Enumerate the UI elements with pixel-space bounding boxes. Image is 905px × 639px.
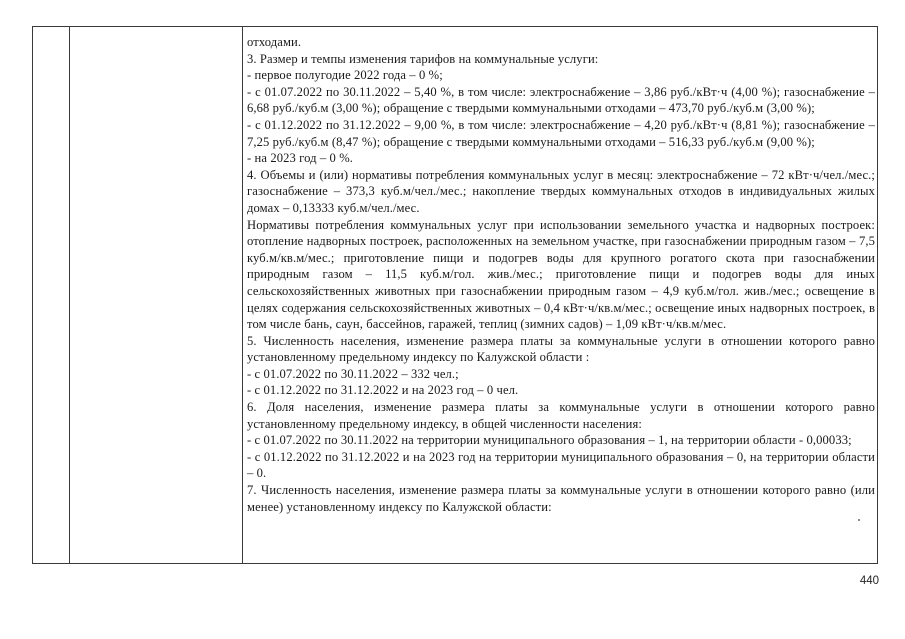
paragraph: 4. Объемы и (или) нормативы потребления коммунальных услуг в месяц: электроснабжение – 72 кВт·ч/чел./мес.; газоснабжение – 373,3 куб.м/чел./мес.; накопление твердых коммунальных отходов в индивидуальных жилых домах – 0,13333 куб.м/чел./мес. [247,167,875,215]
paragraph: 5. Численность населения, изменение размера платы за коммунальные услуги в отношении которого равно установленному предельному индексу по Калужской области : [247,333,875,365]
page-number: 440 [859,575,879,587]
column-divider-1 [69,27,70,563]
scan-speck [858,519,860,521]
paragraph: - с 01.12.2022 по 31.12.2022 – 9,00 %, в том числе: электроснабжение – 4,20 руб./кВт·ч (8,81 %); газоснабжение – 7,25 руб./куб.м (8,47 %); обращение с твердыми коммунальными отходами – 516,33 руб./куб.м (9,00 %); [247,117,875,149]
paragraph: 6. Доля населения, изменение размера платы за коммунальные услуги в отношении которого равно установленному предельному индексу, в общей численности населения: [247,400,875,431]
paragraph: 3. Размер и темпы изменения тарифов на коммунальные услуги: [247,51,599,66]
document-table [32,26,878,564]
paragraph: 7. Численность населения, изменение размера платы за коммунальные услуги в отношении которого равно (или менее) установленному индексу по Калужской области: [247,483,875,514]
paragraph: - с 01.07.2022 по 30.11.2022 – 332 чел.; [247,366,459,381]
table-cell-content [247,34,875,515]
paragraph: - с 01.07.2022 по 30.11.2022 – 5,40 %, в том числе: электроснабжение – 3,86 руб./кВт·ч (4,00 %); газоснабжение – 6,68 руб./куб.м (3,00 %); обращение с твердыми коммунальными отходами – 473,70 руб./куб.м (3,00 %); [247,84,875,116]
paragraph: отходами. [247,35,302,49]
paragraph: - с 01.12.2022 по 31.12.2022 и на 2023 год на территории муниципального образования – 0, на территории области – 0. [247,449,875,481]
column-divider-2 [242,27,243,563]
paragraph: Нормативы потребления коммунальных услуг при использовании земельного участка и надворных построек: отопление надворных построек, расположенных на земельном участке, при газоснабжении природным газом – 7,5 куб.м/кв.м/мес.; приготовление пищи и подогрев воды для крупного рогатого скота при газоснабжении природным газом – 11,5 куб.м/гол. жив./мес.; приготовление пищи и подогрев воды для иных сельскохозяйственных животных при газоснабжении природным газом – 4,9 куб.м/гол. жив./мес.; освещение в целях содержания сельскохозяйственных животных – 0,4 кВт·ч/кв.м/мес.; освещение иных надворных построек, в том числе бань, саун, бассейнов, гаражей, теплиц (зимних садов) – 1,09 кВт·ч/кв.м/мес. [247,217,875,332]
paragraph: - на 2023 год – 0 %. [247,151,354,166]
paragraph: - первое полугодие 2022 года – 0 %; [247,68,443,83]
paragraph: - с 01.07.2022 по 30.11.2022 на территории муниципального образования – 1, на территории области - 0,00033; [247,433,852,448]
paragraph: - с 01.12.2022 по 31.12.2022 и на 2023 год – 0 чел. [247,383,519,398]
